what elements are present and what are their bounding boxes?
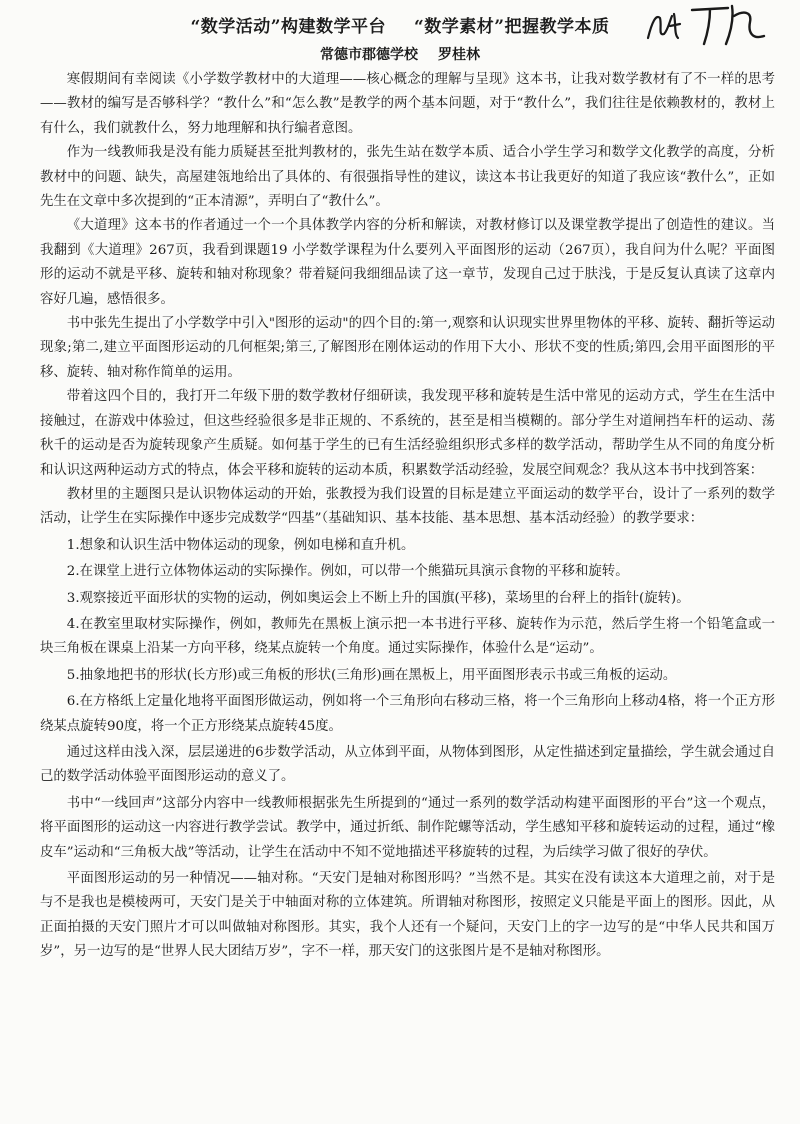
paragraph: 平面图形运动的另一种情况——轴对称。“天安门是轴对称图形吗？”当然不是。其实在没有读这本大道理之前，对于是与不是我也是模棱两可，天安门是关于中轴面对称的立体建筑。所谓轴对称图形，按照定义只能是平面上的图形。因此，从正面拍摄的天安门照片才可以叫做轴对称图形。其实，我个人还有一个疑问，天安门上的字一边写的是“中华人民共和国万岁”，另一边写的是“世界人民大团结万岁”，字不一样，那天安门的这张图片是不是轴对称图形。 [40, 871, 775, 960]
step-item: 5.抽象地把书的形状(长方形)或三角板的形状(三角形)画在黑板上，用平面图形表示书或三角板的运动。 [66, 667, 677, 683]
paragraph: 作为一线教师我是没有能力质疑甚至批判教材的，张先生站在数学本质、适合小学生学习和数学文化教学的高度，分析教材中的问题、缺失，高屋建瓴地给出了具体的、有很强指导性的建议，读这本书让我更好的知道了我应该“教什么”，正如先生在文章中多次提到的“正本清源”，弄明白了“教什么”。 [40, 145, 775, 210]
handwritten-signature [640, 0, 790, 50]
title-left: “数学活动”构建数学平台 [190, 17, 386, 37]
paragraph: 书中“一线回声”这部分内容中一线教师根据张先生所提到的“通过一系列的数学活动构建平面图形的平台”这一个观点，将平面图形的运动这一内容进行教学尝试。教学中，通过折纸、制作陀螺等活动，学生感知平移和旋转运动的过程，通过“橡皮车”运动和“三角板大战”等活动，让学生在活动中不知不觉地描述平移旋转的过程，为后续学习做了很好的孕伏。 [40, 795, 775, 860]
step-item: 2.在课堂上进行立体物体运动的实际操作。例如，可以带一个熊猫玩具演示食物的平移和旋转。 [66, 564, 629, 580]
step-item: 1.想象和认识生活中物体运动的现象，例如电梯和直升机。 [66, 537, 415, 553]
paragraph: 《大道理》这本书的作者通过一个一个具体教学内容的分析和解读，对教材修订以及课堂教学提出了创造性的建议。当我翻到《大道理》267页，我看到课题19 小学数学课程为什么要列入平面图形的运动（267页），我自问为什么呢？平面图形的运动不就是平移、旋转和轴对称现象？带着疑问我细细品读了这一章节，发现自己过于肤浅，于是反复认真读了这章内容好几遍，感悟很多。 [40, 218, 775, 307]
school-name: 常德市郡德学校 [320, 47, 418, 63]
byline [0, 44, 800, 64]
article-body [40, 68, 775, 965]
step-item: 6.在方格纸上定量化地将平面图形做运动，例如将一个三角形向右移动三格，将一个三角形向上移动4格，将一个正方形绕某点旋转90度，将一个正方形绕某点旋转45度。 [40, 694, 775, 734]
paragraph: 教材里的主题图只是认识物体运动的开始，张教授为我们设置的目标是建立平面运动的数学平台，设计了一系列的数学活动，让学生在实际操作中逐步完成数学“四基”（基础知识、基本技能、基本思想、基本活动经验）的教学要求： [40, 486, 775, 527]
paragraph: 寒假期间有幸阅读《小学数学教材中的大道理——核心概念的理解与呈现》这本书，让我对数学教材有了不一样的思考——教材的编写是否够科学？“教什么”和“怎么教”是教学的两个基本问题，对于“教什么”，我们往往是依赖教材的，教材上有什么，我们就教什么，努力地理解和执行编者意图。 [40, 72, 775, 136]
paragraph: 书中张先生提出了小学数学中引入"图形的运动"的四个目的:第一,观察和认识现实世界里物体的平移、旋转、翻折等运动现象;第二,建立平面图形运动的几何框架;第三,了解图形在刚体运动的作用下大小、形状不变的性质;第四,会用平面图形的平移、旋转、轴对称作简单的运用。 [40, 316, 775, 380]
signature-drawing [640, 0, 790, 50]
author-name: 罗桂林 [438, 47, 480, 63]
paragraph: 带着这四个目的，我打开二年级下册的数学教材仔细研读，我发现平移和旋转是生活中常见的运动方式，学生在生活中接触过，在游戏中体验过，但这些经验很多是非正规的、不系统的，甚至是相当模糊的。部分学生对道闸挡车杆的运动、荡秋千的运动是否为旋转现象产生质疑。如何基于学生的已有生活经验组织形式多样的数学活动，帮助学生从不同的角度分析和认识这两种运动方式的特点，体会平移和旋转的运动本质，积累数学活动经验，发展空间观念？我从这本书中找到答案： [40, 389, 775, 478]
step-item: 4.在教室里取材实际操作，例如，教师先在黑板上演示把一本书进行平移、旋转作为示范，然后学生将一个铅笔盒或一块三角板在课桌上沿某一方向平移，绕某点旋转一个角度。通过实际操作，体验什么是“运动”。 [40, 616, 775, 657]
paragraph: 通过这样由浅入深，层层递进的6步数学活动，从立体到平面，从物体到图形，从定性描述到定量描绘，学生就会通过自己的数学活动体验平面图形运动的意义了。 [40, 744, 775, 785]
step-item: 3.观察接近平面形状的实物的运动，例如奥运会上不断上升的国旗(平移)，菜场里的台秤上的指针(旋转)。 [66, 590, 690, 606]
title-right: “数学素材”把握教学本质 [414, 17, 610, 37]
